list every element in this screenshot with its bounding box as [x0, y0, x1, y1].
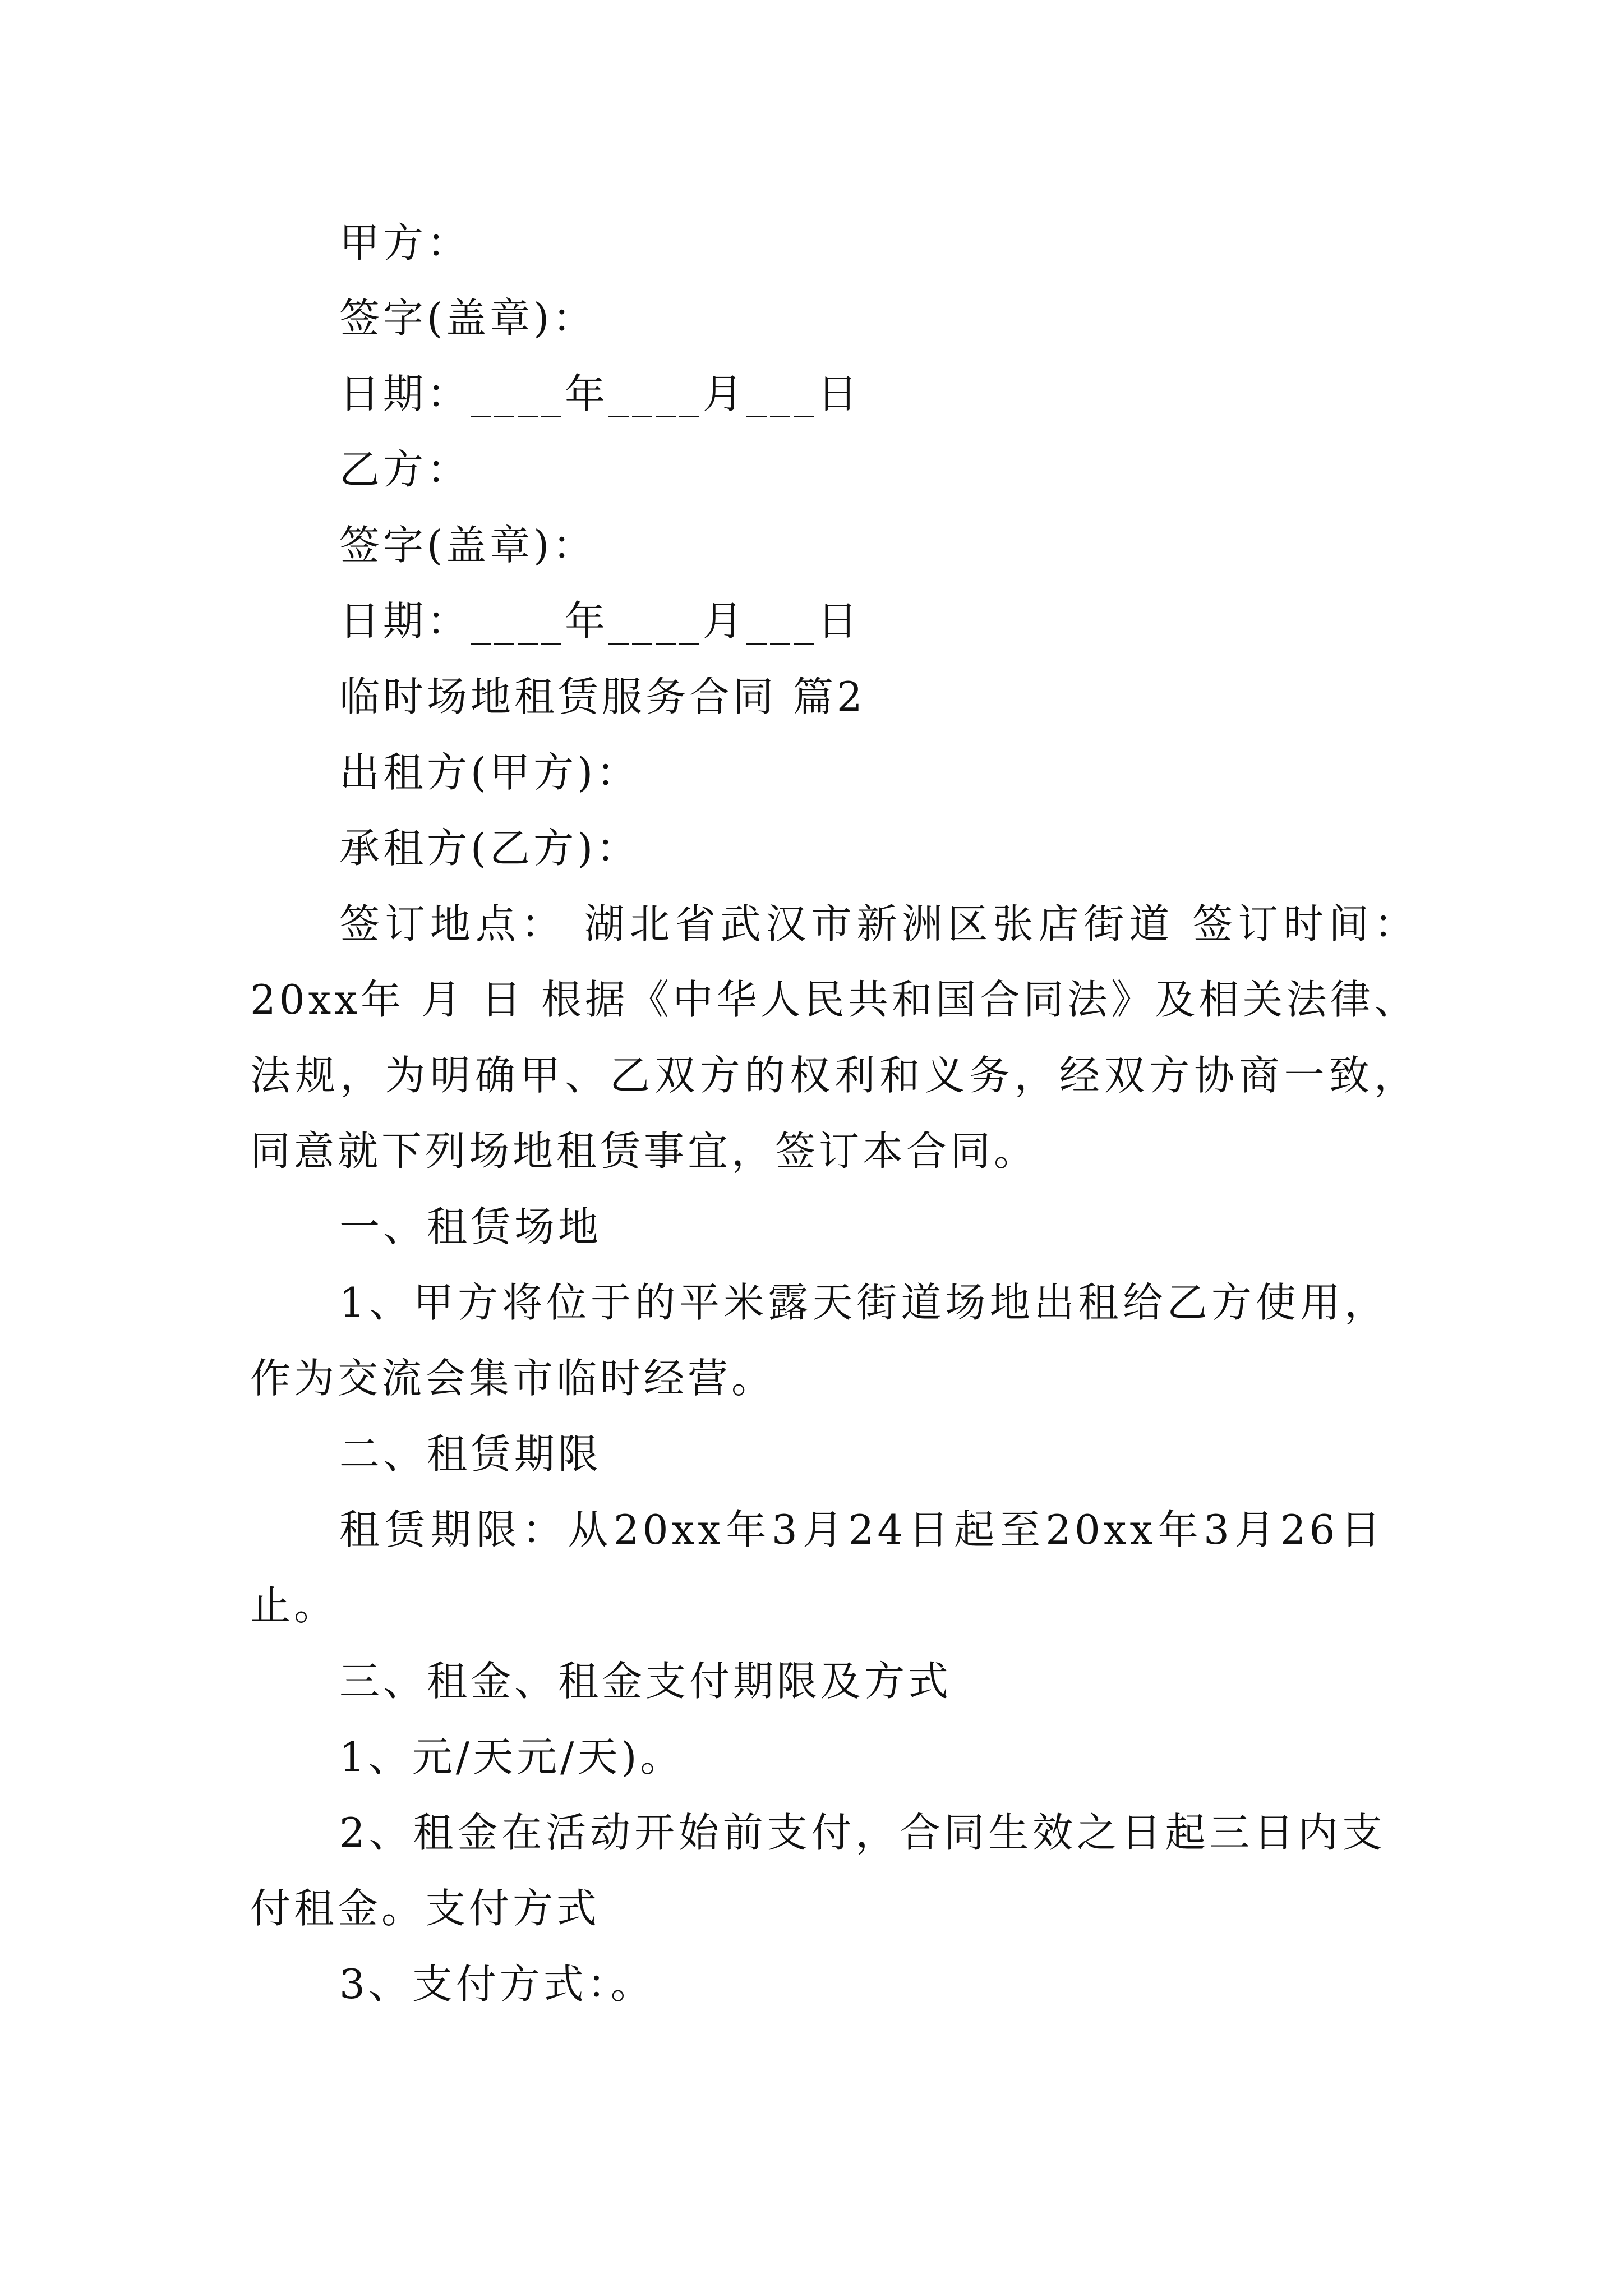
party-b-date-line: 日期：____年____月___日	[339, 597, 861, 645]
section-2-heading: 二、租赁期限	[339, 1430, 602, 1478]
section-3-heading: 三、租金、租金支付期限及方式	[339, 1658, 952, 1705]
section-2-body-line-2: 止。	[250, 1582, 338, 1629]
section-1-item-1-line-2: 作为交流会集市临时经营。	[250, 1355, 776, 1402]
contract-title: 临时场地租赁服务合同 篇2	[339, 673, 866, 720]
section-3-item-2-line-1: 2、租金在活动开始前支付，合同生效之日起三日内支	[339, 1809, 1386, 1856]
party-a-signature-label: 签字(盖章)：	[339, 295, 597, 342]
section-1-heading: 一、租赁场地	[339, 1203, 602, 1250]
section-2-body-line-1: 租赁期限：从20xx年3月24日起至20xx年3月26日	[339, 1506, 1384, 1553]
section-3-item-2-line-2: 付租金。支付方式	[250, 1885, 601, 1932]
party-a-date-line: 日期：____年____月___日	[339, 370, 861, 417]
party-b-label: 乙方：	[339, 446, 471, 493]
preamble-line-3: 法规，为明确甲、乙双方的权利和义务，经双方协商一致，	[250, 1052, 1418, 1099]
lessor-label: 出租方(甲方)：	[339, 749, 640, 796]
party-b-signature-label: 签字(盖章)：	[339, 522, 597, 569]
party-a-label: 甲方：	[339, 219, 471, 266]
section-3-item-1: 1、元/天元/天)。	[339, 1733, 684, 1780]
preamble-line-1: 签订地点： 湖北省武汉市新洲区张店街道 签订时间：	[339, 900, 1418, 947]
preamble-line-2: 20xx年 月 日 根据《中华人民共和国合同法》及相关法律、	[250, 976, 1418, 1023]
lessee-label: 承租方(乙方)：	[339, 825, 640, 872]
section-1-item-1-line-1: 1、甲方将位于的平米露天街道场地出租给乙方使用，	[339, 1279, 1388, 1326]
section-3-item-3: 3、支付方式：。	[339, 1961, 654, 2008]
preamble-line-4: 同意就下列场地租赁事宜，签订本合同。	[250, 1128, 1038, 1175]
